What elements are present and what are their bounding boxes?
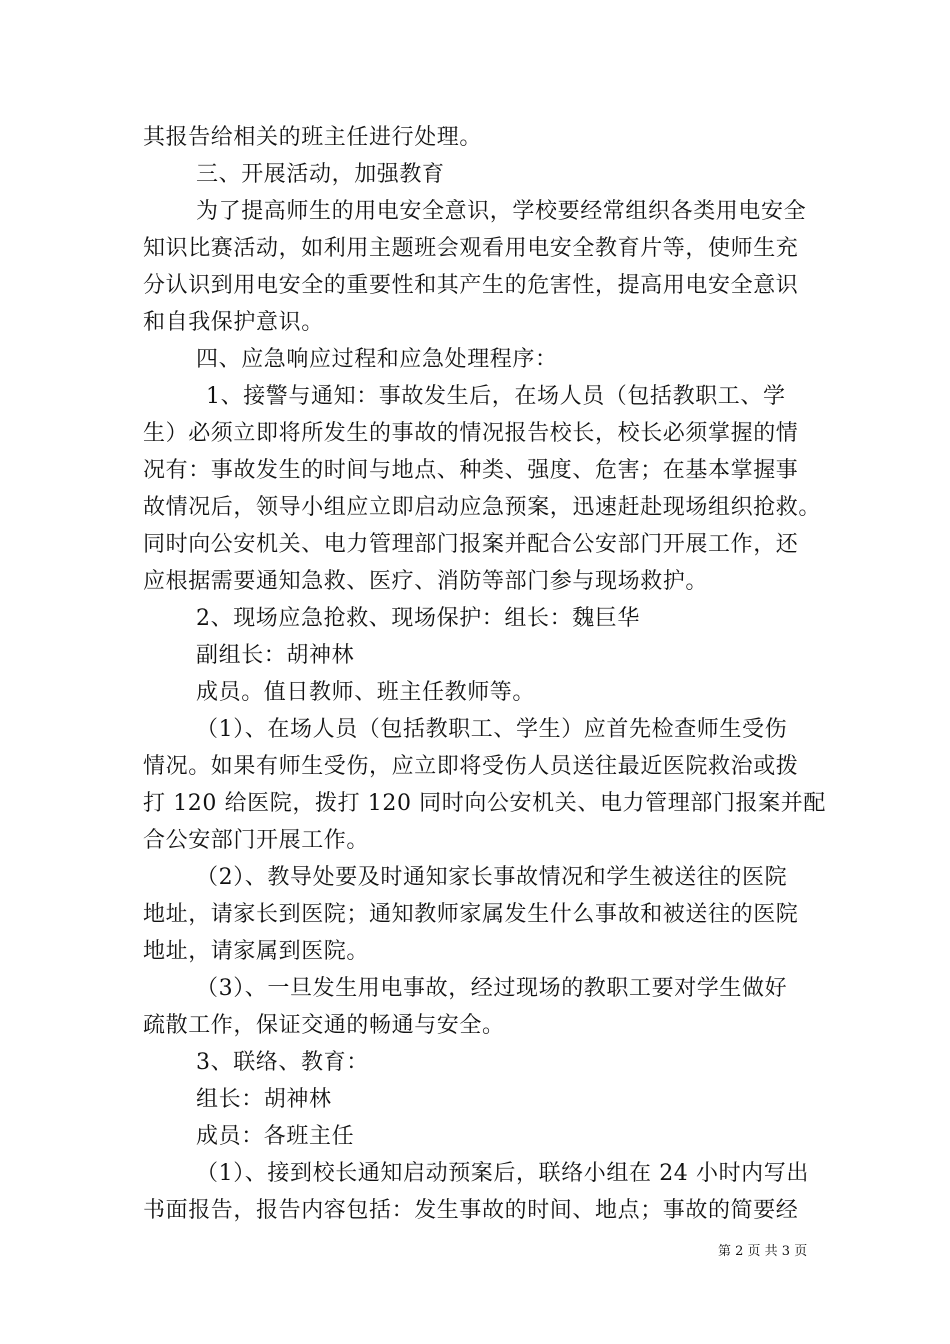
text-line: 合公安部门开展工作。 [143, 828, 370, 853]
text-line: （2）、教导处要及时通知家长事故情况和学生被送往的医院 [196, 865, 788, 890]
text-line: 分认识到用电安全的重要性和其产生的危害性，提高用电安全意识 [143, 273, 799, 298]
text-line: 故情况后，领导小组应立即启动应急预案，迅速赶赴现场组织抢救。 [143, 495, 822, 520]
section-heading: 四、应急响应过程和应急处理程序： [196, 347, 558, 372]
text-line: 知识比赛活动，如利用主题班会观看用电安全教育片等，使师生充 [143, 236, 799, 261]
text-line: 同时向公安机关、电力管理部门报案并配合公安部门开展工作，还 [143, 532, 799, 557]
text-line: （1）、接到校长通知启动预案后，联络小组在 24 小时内写出 [196, 1161, 809, 1186]
text-line: 成员：各班主任 [196, 1124, 355, 1149]
page-number: 第 2 页 共 3 页 [718, 1244, 808, 1259]
text-line: 副组长：胡神林 [196, 643, 355, 668]
text-line: 3、联络、教育： [196, 1050, 369, 1075]
text-line: 生）必须立即将所发生的事故的情况报告校长，校长必须掌握的情 [143, 421, 799, 446]
text-line: 成员。值日教师、班主任教师等。 [196, 680, 536, 705]
section-heading: 三、开展活动，加强教育 [196, 162, 445, 187]
text-line: 书面报告，报告内容包括：发生事故的时间、地点；事故的简要经 [143, 1198, 799, 1223]
text-line: 1、接警与通知：事故发生后，在场人员（包括教职工、学 [206, 384, 786, 409]
text-line: 其报告给相关的班主任进行处理。 [143, 125, 483, 150]
text-line: 应根据需要通知急救、医疗、消防等部门参与现场救护。 [143, 569, 709, 594]
text-line: 组长：胡神林 [196, 1087, 332, 1112]
text-line: 疏散工作，保证交通的畅通与安全。 [143, 1013, 505, 1038]
text-line: 情况。如果有师生受伤，应立即将受伤人员送往最近医院救治或拨 [143, 754, 799, 779]
text-line: 打 120 给医院，拨打 120 同时向公安机关、电力管理部门报案并配 [143, 791, 826, 816]
text-line: 地址，请家属到医院。 [143, 939, 370, 964]
text-line: （3）、一旦发生用电事故，经过现场的教职工要对学生做好 [196, 976, 788, 1001]
text-line: 2、现场应急抢救、现场保护：组长：魏巨华 [196, 606, 640, 631]
text-line: 地址，请家长到医院；通知教师家属发生什么事故和被送往的医院 [143, 902, 799, 927]
text-line: （1）、在场人员（包括教职工、学生）应首先检查师生受伤 [196, 717, 788, 742]
text-line: 和自我保护意识。 [143, 310, 324, 335]
text-line: 为了提高师生的用电安全意识，学校要经常组织各类用电安全 [196, 199, 807, 224]
text-line: 况有：事故发生的时间与地点、种类、强度、危害；在基本掌握事 [143, 458, 799, 483]
